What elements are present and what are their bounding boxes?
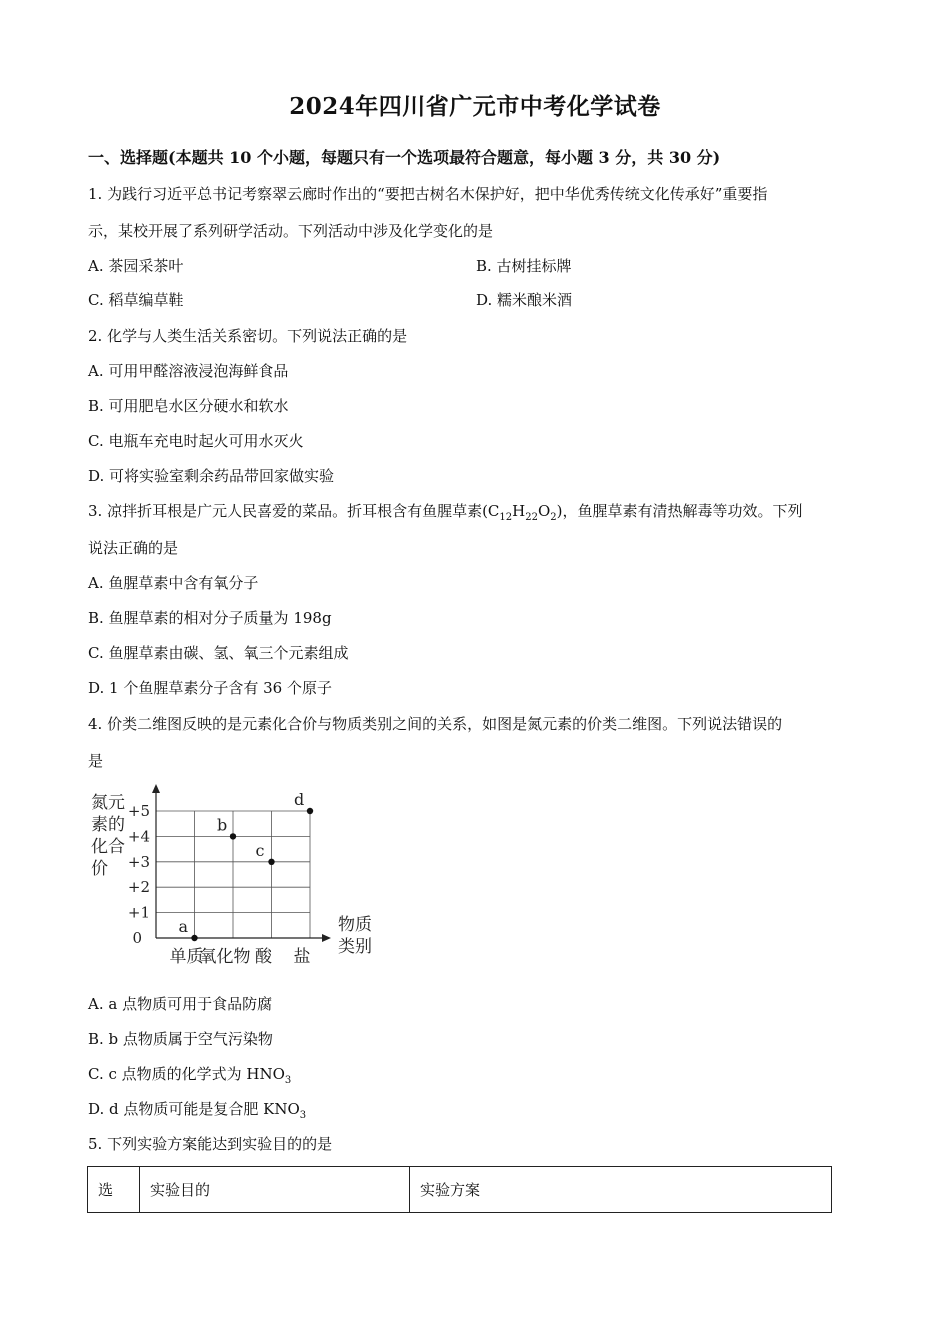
- exam-title: 2024年四川省广元市中考化学试卷: [289, 93, 661, 120]
- y-tick-label: +1: [127, 903, 150, 922]
- q4-c-sub: 3: [284, 1075, 292, 1086]
- y-tick-labels: [128, 802, 150, 947]
- q3-option-c: C. 鱼腥草素由碳、氢、氧三个元素组成: [88, 644, 349, 662]
- q4-c-text: C. c 点物质的化学式为 HNO: [88, 1065, 285, 1083]
- table-header-row: [88, 1167, 832, 1213]
- q1-option-b: B. 古树挂标牌: [476, 257, 572, 275]
- section-heading: 一、选择题(本题共 10 个小题，每题只有一个选项最符合题意，每小题 3 分，共 30 分): [88, 148, 721, 167]
- y-axis-arrow: [152, 784, 160, 793]
- data-point-d: [307, 808, 313, 814]
- x-category-label: 单质: [169, 947, 204, 967]
- table-header-option: 选: [88, 1167, 140, 1213]
- q3-stem-line1: [88, 501, 803, 528]
- q1-stem-line2: 示，某校开展了系列研学活动。下列活动中涉及化学变化的是: [88, 222, 494, 240]
- q2-option-d: D. 可将实验室剩余药品带回家做实验: [88, 467, 335, 485]
- y-tick-label: 0: [132, 929, 142, 947]
- q1-option-a: A. 茶园采茶叶: [88, 257, 184, 275]
- q3-h: H: [512, 502, 526, 520]
- y-axis-label-line: 价: [91, 859, 108, 879]
- q3-stem-line2: 说法正确的是: [88, 539, 179, 557]
- q4-d-text: D. d 点物质可能是复合肥 KNO: [88, 1100, 300, 1118]
- y-tick-label: +4: [127, 827, 150, 846]
- q3-text-a: 3. 凉拌折耳根是广元人民喜爱的菜品。折耳根含有鱼腥草素(C: [88, 502, 500, 520]
- q4-stem-line1: 4. 价类二维图反映的是元素化合价与物质类别之间的关系，如图是氮元素的价类二维图。下列说法错误的: [88, 715, 783, 733]
- q3-text-b: )，鱼腥草素有清热解毒等功效。下列: [556, 502, 803, 520]
- q1-option-c: C. 稻草编草鞋: [88, 291, 184, 309]
- table-header-purpose: 实验目的: [140, 1167, 410, 1213]
- x-axis-arrow: [322, 934, 331, 942]
- x-category-label: 氧化物: [199, 947, 251, 967]
- y-axis-label-line: 化合: [91, 837, 125, 857]
- table-header-plan: 实验方案: [410, 1167, 832, 1213]
- x-axis-label-line: 类别: [338, 937, 372, 957]
- q3-option-d: D. 1 个鱼腥草素分子含有 36 个原子: [88, 679, 332, 697]
- experiment-table: [87, 1166, 832, 1213]
- q3-sub-22: 22: [525, 512, 538, 523]
- data-point-label-d: d: [294, 790, 305, 809]
- q1-option-d: D. 糯米酿米酒: [476, 291, 573, 309]
- data-point-a: [191, 935, 197, 941]
- q4-d-sub: 3: [299, 1110, 307, 1121]
- q2-option-a: A. 可用甲醛溶液浸泡海鲜食品: [88, 362, 289, 380]
- data-point-c: [268, 859, 274, 865]
- q2-option-c: C. 电瓶车充电时起火可用水灭火: [88, 432, 304, 450]
- y-axis-label: [91, 793, 125, 879]
- q4-stem-line2: 是: [88, 752, 104, 770]
- q3-o: O: [537, 502, 551, 520]
- y-tick-label: +2: [127, 878, 150, 897]
- data-point-label-b: b: [217, 815, 228, 835]
- q2-stem: 2. 化学与人类生活关系密切。下列说法正确的是: [88, 327, 408, 345]
- q4-option-c: [88, 1064, 291, 1091]
- q3-option-b: B. 鱼腥草素的相对分子质量为 198g: [88, 609, 332, 627]
- q3-option-a: A. 鱼腥草素中含有氧分子: [88, 574, 259, 592]
- x-category-label: 盐: [293, 947, 311, 967]
- x-axis-label: [338, 915, 372, 957]
- q2-option-b: B. 可用肥皂水区分硬水和软水: [88, 397, 289, 415]
- q4-option-a: A. a 点物质可用于食品防腐: [88, 995, 273, 1013]
- x-category-label: 酸: [255, 947, 272, 967]
- y-axis-label-line: 素的: [91, 815, 125, 835]
- q3-sub-12: 12: [499, 512, 513, 523]
- valence-category-chart: [86, 780, 386, 970]
- x-category-labels: [170, 947, 311, 967]
- data-point-label-a: a: [178, 917, 189, 936]
- y-tick-label: +3: [127, 852, 150, 871]
- q4-option-d: [88, 1099, 306, 1126]
- y-tick-label: +5: [127, 802, 150, 820]
- data-points: [179, 790, 314, 941]
- q1-stem-line1: 1. 为践行习近平总书记考察翠云廊时作出的“要把古树名木保护好，把中华优秀传统文化传承好”重要指: [88, 185, 768, 203]
- q4-option-b: B. b 点物质属于空气污染物: [88, 1030, 273, 1048]
- q3-sub-2: 2: [550, 512, 557, 523]
- data-point-b: [230, 833, 236, 839]
- x-axis-label-line: 物质: [338, 915, 372, 935]
- data-point-label-c: c: [255, 840, 265, 860]
- y-axis-label-line: 氮元: [91, 793, 125, 813]
- q5-stem: 5. 下列实验方案能达到实验目的的是: [88, 1135, 333, 1153]
